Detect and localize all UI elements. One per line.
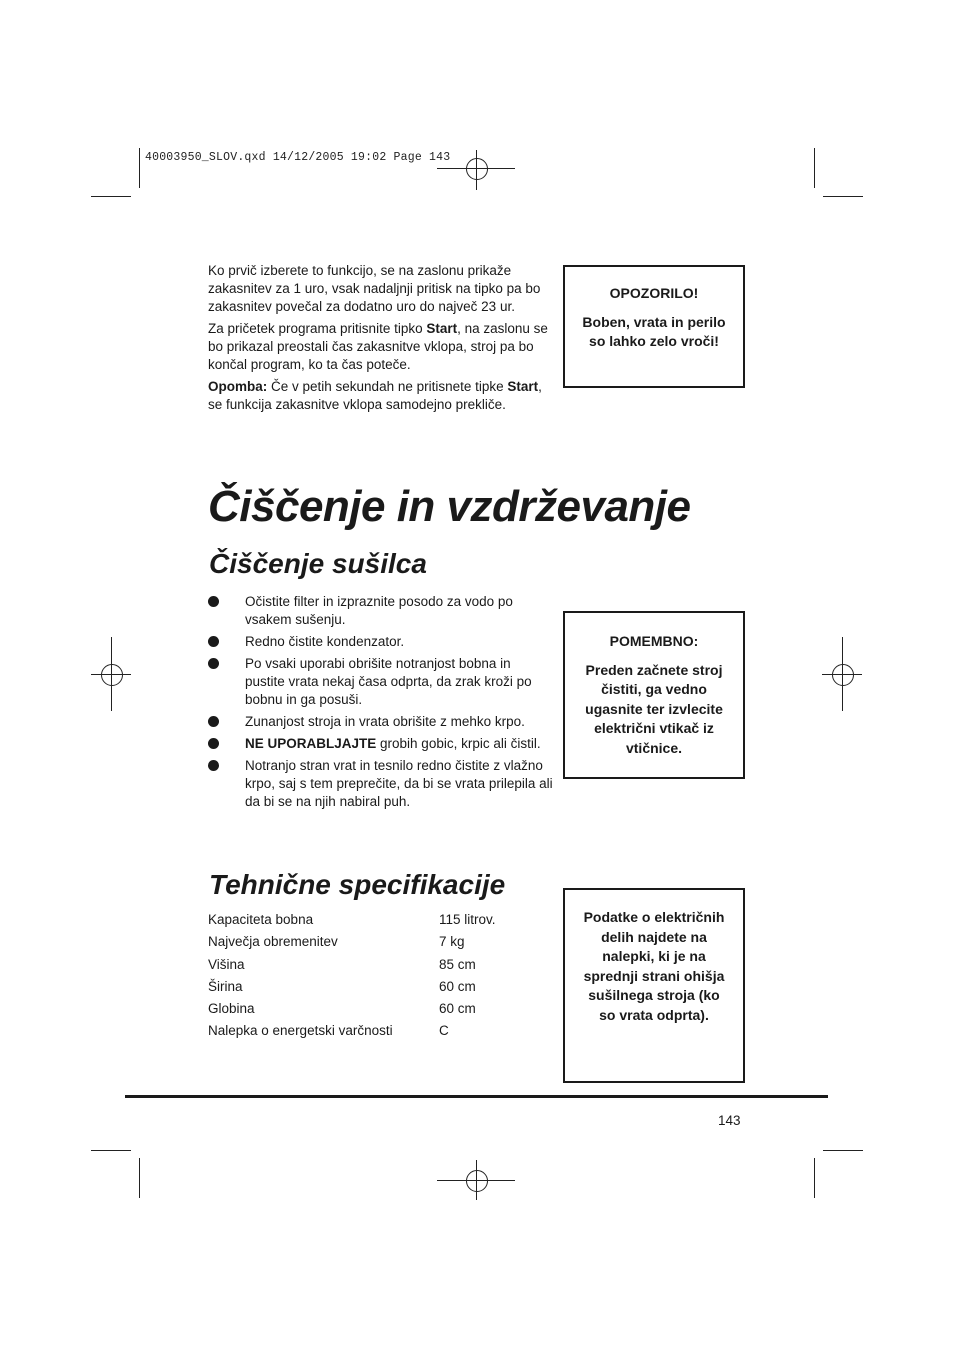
specs-table <box>208 911 496 1045</box>
cleaning-heading: Čiščenje sušilca <box>209 548 427 579</box>
bullet-icon <box>208 636 219 647</box>
list-item: NE UPORABLJAJTE grobih gobic, krpic ali čistil. <box>208 735 553 753</box>
table-row: Kapaciteta bobna 115 litrov. <box>208 912 496 927</box>
intro-paragraph: Za pričetek programa pritisnite tipko Start, na zaslonu se bo prikazal preostali čas zakasnitve vklopa, stroj pa bo končal program, ko ta čas poteče. <box>208 321 548 372</box>
note-paragraph: Opomba: Če v petih sekundah ne pritisnete tipke Start, se funkcija zakasnitve vklopa samodejno prekliče. <box>208 379 542 412</box>
electrical-info-box <box>563 888 745 1083</box>
bullet-icon <box>208 716 219 727</box>
intro-paragraph: Ko prvič izberete to funkcijo, se na zaslonu prikaže zakasnitev za 1 uro, vsak nadaljnji pritisk na tipko pa bo zakasnitev povečal za dodatno uro do največ 23 ur. <box>208 263 541 314</box>
page-number: 143 <box>718 1113 741 1128</box>
list-item: Očistite filter in izpraznite posodo za vodo po vsakem sušenju. <box>208 593 553 629</box>
footer-rule <box>125 1095 828 1098</box>
bullet-icon <box>208 738 219 749</box>
important-text: Preden začnete stroj čistiti, ga vedno ugasnite ter izvlecite električni vtikač iz vtičnice. <box>585 661 723 756</box>
table-row: Globina 60 cm <box>208 1001 476 1017</box>
bullet-icon <box>208 658 219 669</box>
table-row: Največja obremenitev 7 kg <box>208 934 465 950</box>
electrical-info-text: Podatke o električnih delih najdete na nalepki, ki je na sprednji strani ohišja sušilnega stroja (ko so vrata odprta). <box>583 909 725 1023</box>
list-item: Zunanjost stroja in vrata obrišite z mehko krpo. <box>208 713 553 731</box>
print-slug: 40003950_SLOV.qxd 14/12/2005 19:02 Page 143 <box>145 151 451 164</box>
important-box <box>563 611 745 779</box>
table-row: Višina 85 cm <box>208 956 476 972</box>
list-item: Redno čistite kondenzator. <box>208 633 553 651</box>
table-row: Nalepka o energetski varčnosti C <box>208 1023 449 1039</box>
page-title: Čiščenje in vzdrževanje <box>208 482 691 531</box>
important-title: POMEMBNO: <box>609 633 699 649</box>
list-item: Po vsaki uporabi obrišite notranjost bobna in pustite vrata nekaj časa odprta, da zrak kroži po bobnu in ga posuši. <box>208 655 553 709</box>
warning-box <box>563 265 745 388</box>
warning-text: Boben, vrata in perilo so lahko zelo vroči! <box>582 313 726 349</box>
specs-heading: Tehnične specifikacije <box>209 869 506 900</box>
warning-title: OPOZORILO! <box>609 285 699 301</box>
list-item: Notranjo stran vrat in tesnilo redno čistite z vlažno krpo, saj s tem preprečite, da bi se vrata prilepila ali da bi se na njih nabiral puh. <box>208 757 553 811</box>
intro-text <box>208 262 551 418</box>
bullet-icon <box>208 596 219 607</box>
table-row: Širina 60 cm <box>208 978 476 994</box>
cleaning-list <box>208 593 553 815</box>
bullet-icon <box>208 760 219 771</box>
